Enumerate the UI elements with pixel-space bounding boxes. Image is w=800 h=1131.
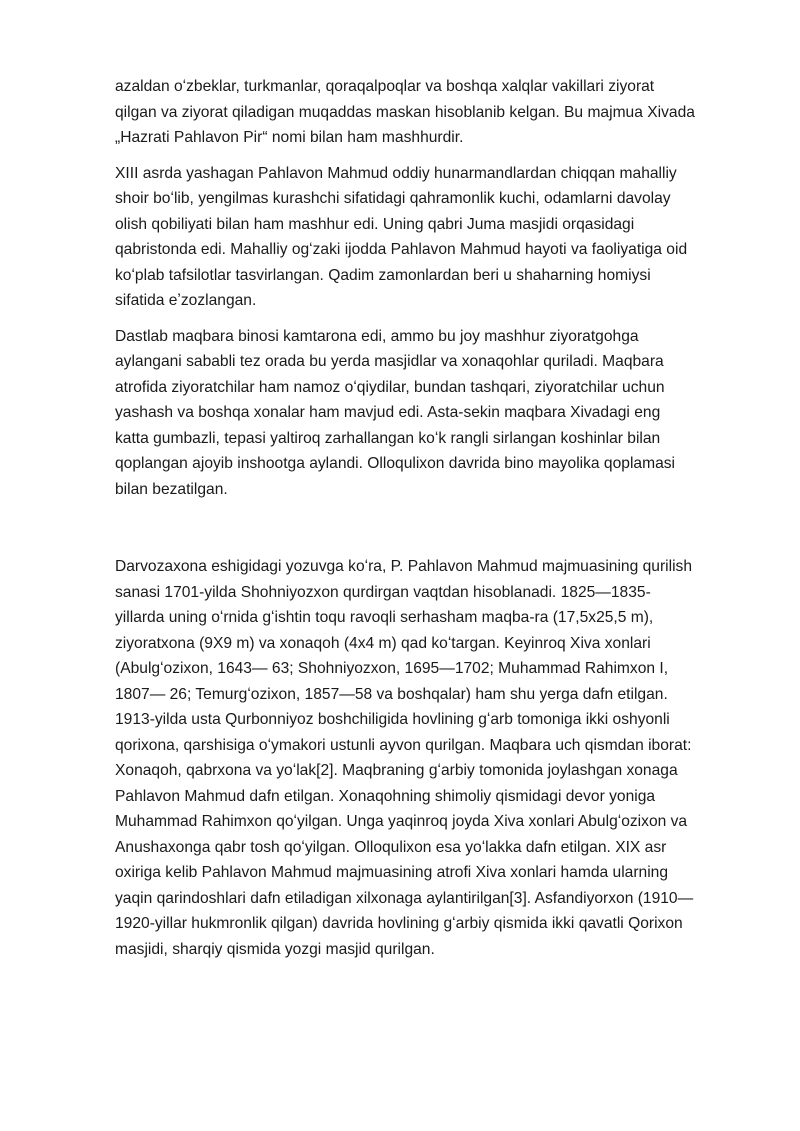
document-body [115, 74, 695, 972]
paragraph-construction: Darvozaxona eshigidagi yozuvga koʻra, P. Pahlavon Mahmud majmuasining qurilish sanasi 1701-yilda Shohniyozxon qurdirgan vaqtdan hisoblanadi. 1825—1835-yillarda uning oʻrnida gʻishtin toqu ravoqli serhasham maqba-ra (17,5x25,5 m), ziyoratxona (9X9 m) va xonaqoh (4x4 m) qad koʻtargan. Keyinroq Xiva xonlari (Abulgʻozixon, 1643— 63; Shohniyozxon, 1695—1702; Muhammad Rahimxon I, 1807— 26; Temurgʻozixon, 1857—58 va boshqalar) ham shu yerga dafn etilgan. 1913-yilda usta Qurbonniyoz boshchiligida hovlining gʻarb tomoniga ikki oshyonli qorixona, qarshisiga oʻymakori ustunli ayvon qurilgan. Maqbara uch qismdan iborat: Xonaqoh, qabrxona va yoʻlak[2]. Maqbraning gʻarbiy tomonida joylashgan xonaga Pahlavon Mahmud dafn etilgan. Xonaqohning shimoliy qismidagi devor yoniga Muhammad Rahimxon qoʻyilgan. Unga yaqinroq joyda Xiva xonlari Abulgʻozixon va Anushaxonga qabr tosh qoʻyilgan. Olloqulixon esa yoʻlakka dafn etilgan. XIX asr oxiriga kelib Pahlavon Mahmud majmuasining atrofi Xiva xonlari hamda ularning yaqin qarindoshlari dafn etiladigan xilxonaga aylantirilgan[3]. Asfandiyorxon (1910—1920-yillar hukmronlik qilgan) davrida hovlining gʻarbiy qismida ikki qavatli Qorixon masjidi, sharqiy qismida yozgi masjid qurilgan. [115, 558, 694, 958]
paragraph-mausoleum-history: Dastlab maqbara binosi kamtarona edi, ammo bu joy mashhur ziyoratgohga aylangani sababli tez orada bu yerda masjidlar va xonaqohlar quriladi. Maqbara atrofida ziyoratchilar ham namoz oʻqiydilar, bundan tashqari, ziyoratchilar uchun yashash va boshqa xonalar ham mavjud edi. Asta-sekin maqbara Xivadagi eng katta gumbazli, tepasi yaltiroq zarhallangan koʻk rangli sirlangan koshinlar bilan qoplangan ajoyib inshootga aylandi. Olloqulixon davrida bino mayolika qoplamasi bilan bezatilgan. [115, 327, 676, 498]
paragraph-spacer [115, 512, 695, 554]
paragraph-pahlavon-mahmud: XIII asrda yashagan Pahlavon Mahmud oddiy hunarmandlardan chiqqan mahalliy shoir boʻlib, yengilmas kurashchi sifatidagi qahramonlik kuchi, odamlarni davolay olish qobiliyati bilan ham mashhur edi. Uning qabri Juma masjidi orqasidagi qabristonda edi. Mahalliy ogʻzaki ijodda Pahlavon Mahmud hayoti va faoliyatiga oid koʻplab tafsilotlar tasvirlangan. Qadim zamonlardan beri u shaharning homiysi sifatida eʼzozlangan. [115, 164, 688, 309]
paragraph-intro: azaldan oʻzbeklar, turkmanlar, qoraqalpoqlar va boshqa xalqlar vakillari ziyorat qilgan va ziyorat qiladigan muqaddas maskan hisoblanib kelgan. Bu majmua Xivada „Hazrati Pahlavon Pir“ nomi bilan ham mashhurdir. [115, 78, 695, 146]
